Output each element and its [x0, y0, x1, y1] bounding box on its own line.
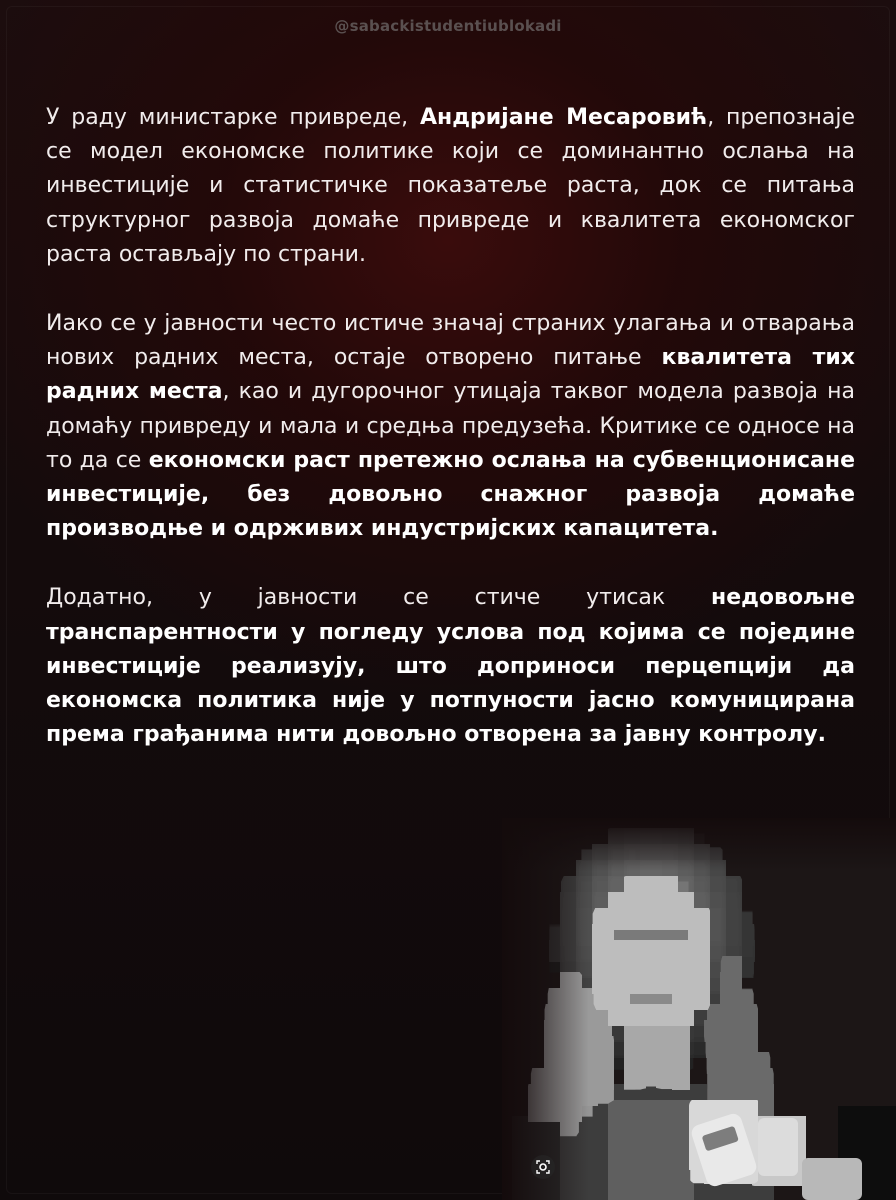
watermark-handle: @sabackistudentiublokadi [334, 17, 562, 35]
paragraph-2 [46, 307, 855, 546]
paragraph-3 [46, 581, 855, 752]
emphasis-text: квалитета тих радних места [46, 345, 855, 405]
emphasis-text: Андријане Месаровић [420, 105, 708, 130]
lens-icon [535, 1159, 551, 1175]
body-text: У раду министарке привреде, [46, 105, 420, 130]
blurred-portrait-icon [502, 818, 896, 1200]
emphasis-text: економски раст претежно ослања на субвенционисане инвестиције, без довољно снажног развоја домаће производње и одрживих индустријских капацитета. [46, 447, 856, 542]
visual-search-button[interactable] [531, 1155, 555, 1179]
emphasis-text: недовољне транспарентности у погледу услова под којима се поједине инвестиције реализују, што доприноси перцепцији да економска политика није у потпуности јасно комуницирана према грађанима нити довољно отворена за јавну контролу. [46, 585, 855, 748]
article-body [46, 101, 855, 752]
portrait-photo [502, 818, 896, 1200]
body-text: Додатно, у јавности се стиче утисак [46, 585, 712, 611]
paragraph-1 [46, 101, 855, 272]
body-text: , као и дугорочног утицаја таквог модела развоја на домаћу привреду и мала и средња предузећа. Критике се односе на то да се [46, 379, 855, 473]
body-text: , препознаје се модел економске политике који се доминантно ослања на инвестиције и статистичке показатеље раста, док се питања структурног развоја домаће привреде и квалитета економског раста остављају по страни. [46, 105, 855, 267]
body-text: Иако се у јавности често истиче значај страних улагања и отварања нових радних места, остаје отворено питање [46, 311, 855, 371]
